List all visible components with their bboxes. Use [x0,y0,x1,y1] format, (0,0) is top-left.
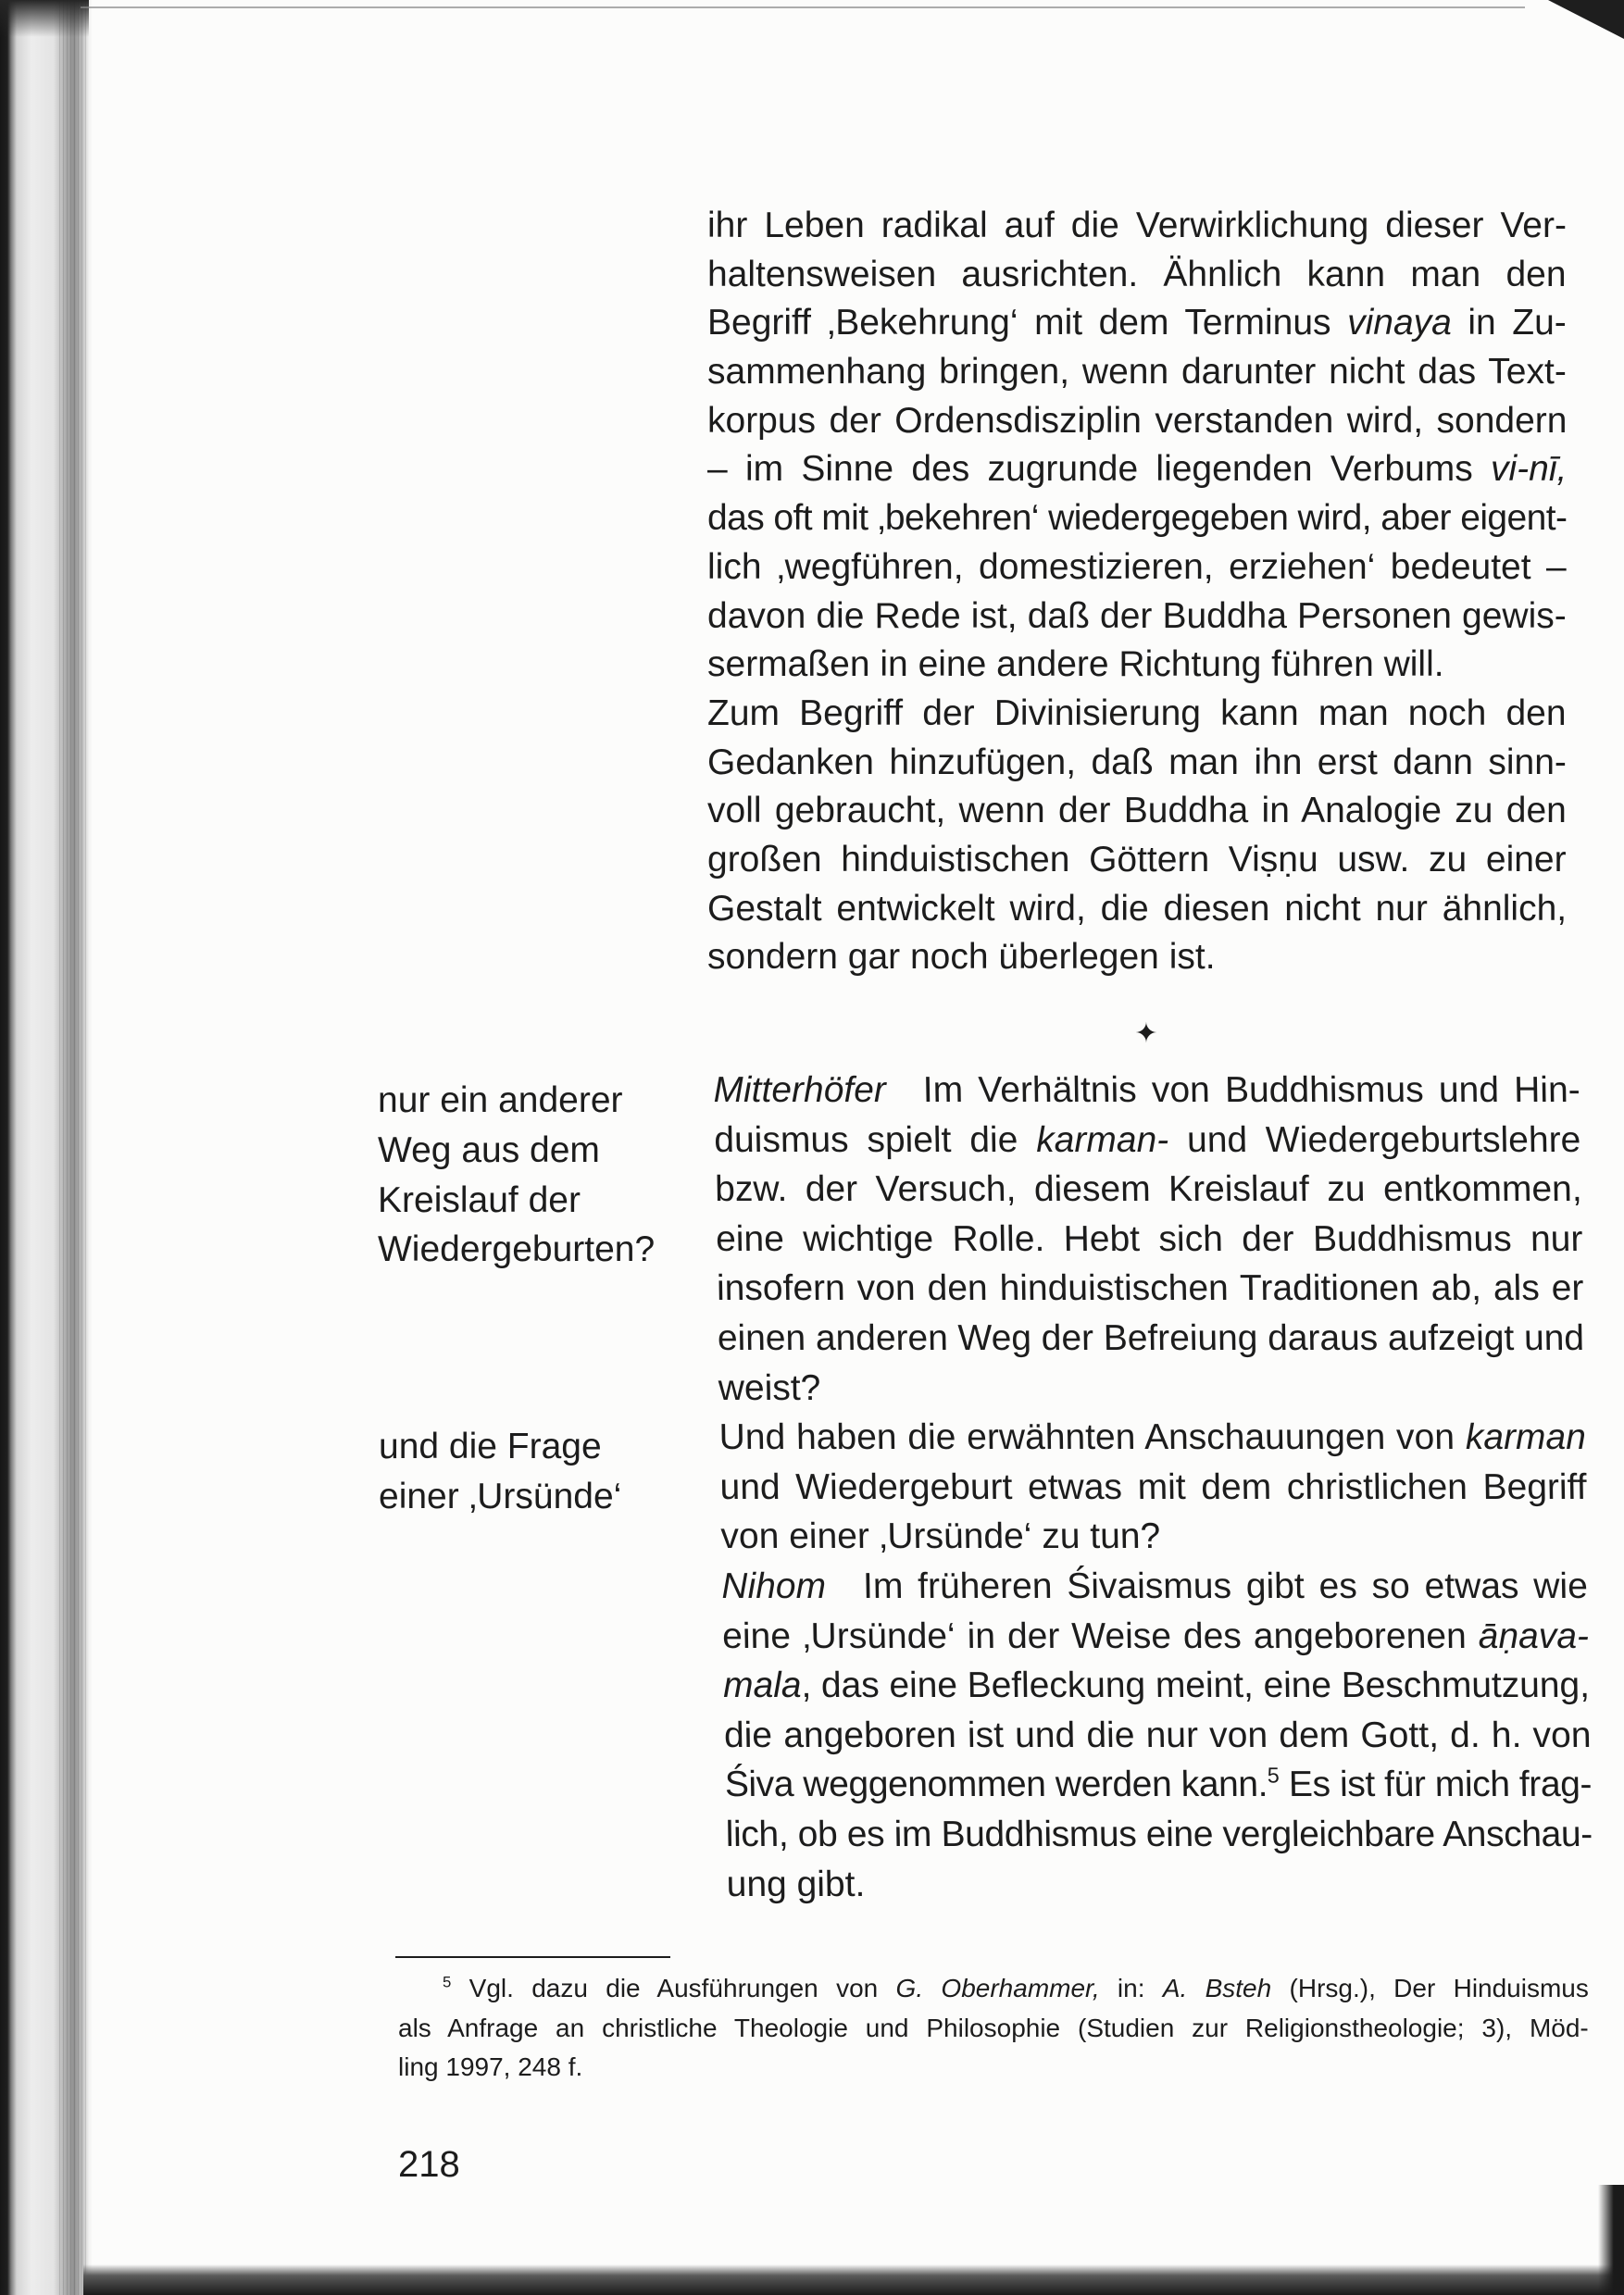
line-text [378,1076,623,1126]
italic-term: mala [722,1665,802,1706]
main-text-line [716,1215,1583,1265]
text-run: die angeboren ist und die nur von dem Gott, d. h. von [723,1715,1592,1755]
line-text [721,1562,1588,1612]
main-text-line [707,933,1567,982]
text-run: und Wiedergeburtslehre [1168,1119,1581,1160]
main-text-line [721,1562,1589,1612]
text-run: (Hrsg.), Der Hinduismus [1271,1974,1589,2002]
text-run: insofern von den hinduistischen Traditionen ab, als er [716,1268,1584,1309]
footnote-marker: 5 [1267,1763,1280,1788]
line-text [707,641,1444,690]
text-run: ung gibt. [726,1864,866,1904]
line-text [723,1661,1591,1711]
line-text [707,543,1567,592]
line-text [713,1066,1580,1116]
footnote-line [398,1969,1589,2009]
main-text-line [717,1264,1584,1314]
line-text [707,202,1567,251]
text-run: in: [1099,1974,1163,2002]
text-run: Gestalt entwickelt wird, die diesen nicht nur ähnlich, [707,888,1568,929]
main-text-line [707,592,1567,642]
line-text [725,1810,1593,1860]
italic-term: karman [1465,1417,1587,1458]
text-run: in Zu- [1451,303,1567,343]
line-text [379,1422,602,1472]
text-run: haltensweisen ausrichten. Ähnlich kann man den [707,254,1567,294]
main-text-line [724,1760,1592,1810]
italic-term: G. Oberhammer, [895,1974,1100,2002]
text-run: eine wichtige Rolle. Hebt sich der Buddhismus nur [715,1218,1583,1259]
line-text [722,1612,1590,1662]
text-run: großen hinduistischen Göttern Viṣṇu usw. zu einer [707,839,1567,879]
text-run: Vgl. dazu die Ausführungen von [451,1974,896,2002]
line-text [378,1225,655,1275]
text-run: Gedanken hinzufügen, daß man ihn erst dann sinn- [707,742,1567,782]
page-number: 218 [398,2144,460,2185]
main-text-line [722,1612,1590,1662]
text-run: als Anfrage an christliche Theologie und Philosophie (Studien zur Religionstheologie; 3), Möd- [398,2013,1589,2042]
italic-term: āṇava- [1478,1615,1590,1656]
main-text-line [717,1314,1584,1364]
line-text [714,1116,1581,1166]
text-run: , das eine Befleckung meint, eine Beschmutzung, [801,1665,1591,1706]
main-text-line [726,1860,1593,1910]
text-run: lich, ob es im Buddhismus eine vergleichbare Anschau- [725,1814,1593,1854]
line-text [707,739,1567,788]
main-text-line [707,543,1567,592]
text-run: Im Verhältnis von Buddhismus und Hin- [922,1070,1581,1110]
margin-note-line [378,1076,683,1126]
line-text [707,690,1567,739]
main-text-line [713,1066,1580,1116]
section-ornament: ✦ [1134,1017,1158,1050]
main-text-line [707,494,1567,543]
line-text [717,1314,1584,1364]
text-run: Es ist für mich frag- [1279,1765,1593,1805]
text-run: sammenhang bringen, wenn darunter nicht das Text- [707,352,1567,393]
text-run: ling 1997, 248 f. [398,2052,583,2082]
line-text [724,1711,1592,1761]
text-run: korpus der Ordensdisziplin verstanden wird, sondern [707,400,1568,441]
margin-note-line [378,1225,683,1275]
text-run: Im früheren Śivaismus gibt es so etwas wie [862,1565,1589,1606]
line-text [707,592,1567,642]
line-text [726,1860,866,1910]
scan-corner-shadow [1548,0,1624,39]
main-text-line [707,787,1567,836]
line-text [718,1364,820,1414]
margin-note-line [379,1422,684,1472]
text-run: Wiedergeburten? [378,1229,656,1270]
line-text [719,1463,1587,1513]
italic-term: karman- [1035,1119,1169,1160]
line-text [707,787,1567,836]
main-text-line [707,299,1567,348]
margin-note-line [379,1472,684,1522]
line-text [707,348,1567,397]
line-text [379,1472,621,1522]
line-text [707,397,1567,446]
scan-corner-shadow [0,0,89,37]
line-text [707,251,1567,300]
text-run: Und haben die erwähnten Anschauungen von [718,1417,1467,1458]
text-run: weist? [718,1367,821,1408]
text-run: sondern gar noch überlegen ist. [707,937,1216,978]
text-run: Kreislauf der [378,1179,581,1220]
italic-term: vi-nī, [1491,449,1568,490]
main-text-line [707,836,1567,885]
italic-term: vinaya [1347,303,1452,343]
footnote-line [398,2009,1589,2049]
line-text [398,2009,1589,2049]
line-text [398,2048,582,2088]
text-run: Weg aus dem [378,1129,600,1170]
footnote [398,1969,1589,2088]
speaker-name: Mitterhöfer [713,1070,887,1110]
line-text [707,299,1567,348]
footnote-marker: 5 [443,1973,452,1991]
footnote-rule [395,1956,670,1958]
text-run: eine ‚Ursünde‘ in der Weise des angeborenen [721,1615,1480,1656]
text-run: das oft mit ‚bekehren‘ wiedergegeben wird, aber eigent- [707,498,1568,539]
text-run: einer ‚Ursünde‘ [379,1476,622,1516]
text-run: – im Sinne des zugrunde liegenden Verbums [707,449,1492,490]
text-run: Śiva weggenommen werden kann. [724,1765,1268,1805]
text-run: und Wiedergeburt etwas mit dem christlichen Begriff [719,1466,1587,1507]
line-text [716,1215,1583,1265]
line-text [715,1165,1582,1215]
text-run: Zum Begriff der Divinisierung kann man noch den [707,692,1567,733]
margin-note-line [378,1176,683,1226]
text-run: Begriff ‚Bekehrung‘ mit dem Terminus [707,303,1348,343]
speaker-name: Nihom [720,1565,827,1606]
text-run: voll gebraucht, wenn der Buddha in Analogie zu den [707,791,1567,831]
main-text-line [725,1810,1593,1860]
scan-gutter-texture [59,0,87,2295]
line-text [443,1969,1589,2009]
main-text-line [707,641,1567,690]
line-text [718,1413,1586,1463]
main-text-block [707,202,1567,982]
scan-top-edge [81,6,1525,8]
line-text [724,1760,1592,1810]
main-text-line [707,885,1567,934]
main-text-line [707,445,1567,494]
footnote-line [398,2048,1589,2088]
main-text-line [718,1364,1585,1414]
text-run: sermaßen in eine andere Richtung führen will. [707,644,1444,685]
line-text [378,1126,600,1176]
text-run: lich ‚wegführen, domestizieren, erziehen‘ bedeutet – [707,546,1567,587]
text-run: davon die Rede ist, daß der Buddha Personen gewis- [707,595,1567,636]
main-text-line [707,690,1567,739]
main-text-line [707,202,1567,251]
line-text [707,494,1567,543]
main-text-line [723,1661,1591,1711]
main-text-line [724,1711,1592,1761]
line-text [720,1512,1161,1562]
dialogue-text-block [713,1066,1593,1909]
line-text [707,445,1567,494]
main-text-line [714,1116,1581,1166]
main-text-line [707,739,1567,788]
text-run: bzw. der Versuch, diesem Kreislauf zu entkommen, [714,1169,1582,1210]
scan-corner-shadow [1598,2185,1624,2295]
text-run: duismus spielt die [713,1119,1037,1160]
main-text-line [719,1463,1587,1513]
main-text-line [707,397,1567,446]
line-text [717,1264,1584,1314]
text-run: ihr Leben radikal auf die Verwirklichung dieser Ver- [707,206,1567,245]
line-text [707,885,1567,934]
scan-bottom-edge [83,2264,1624,2295]
main-text-line [715,1165,1582,1215]
margin-note-line [378,1126,683,1176]
line-text [378,1176,581,1226]
line-text [707,836,1567,885]
main-text-line [707,251,1567,300]
text-run: einen anderen Weg der Befreiung daraus aufzeigt und [717,1317,1585,1358]
main-text-line [707,348,1567,397]
text-run: von einer ‚Ursünde‘ zu tun? [720,1516,1161,1557]
margin-note [379,1422,684,1522]
italic-term: A. Bsteh [1162,1974,1272,2002]
text-run: nur ein anderer [378,1080,623,1120]
text-run: und die Frage [379,1427,602,1466]
main-text-line [720,1512,1588,1562]
margin-note [378,1076,683,1275]
line-text [707,933,1216,982]
main-text-line [718,1413,1586,1463]
